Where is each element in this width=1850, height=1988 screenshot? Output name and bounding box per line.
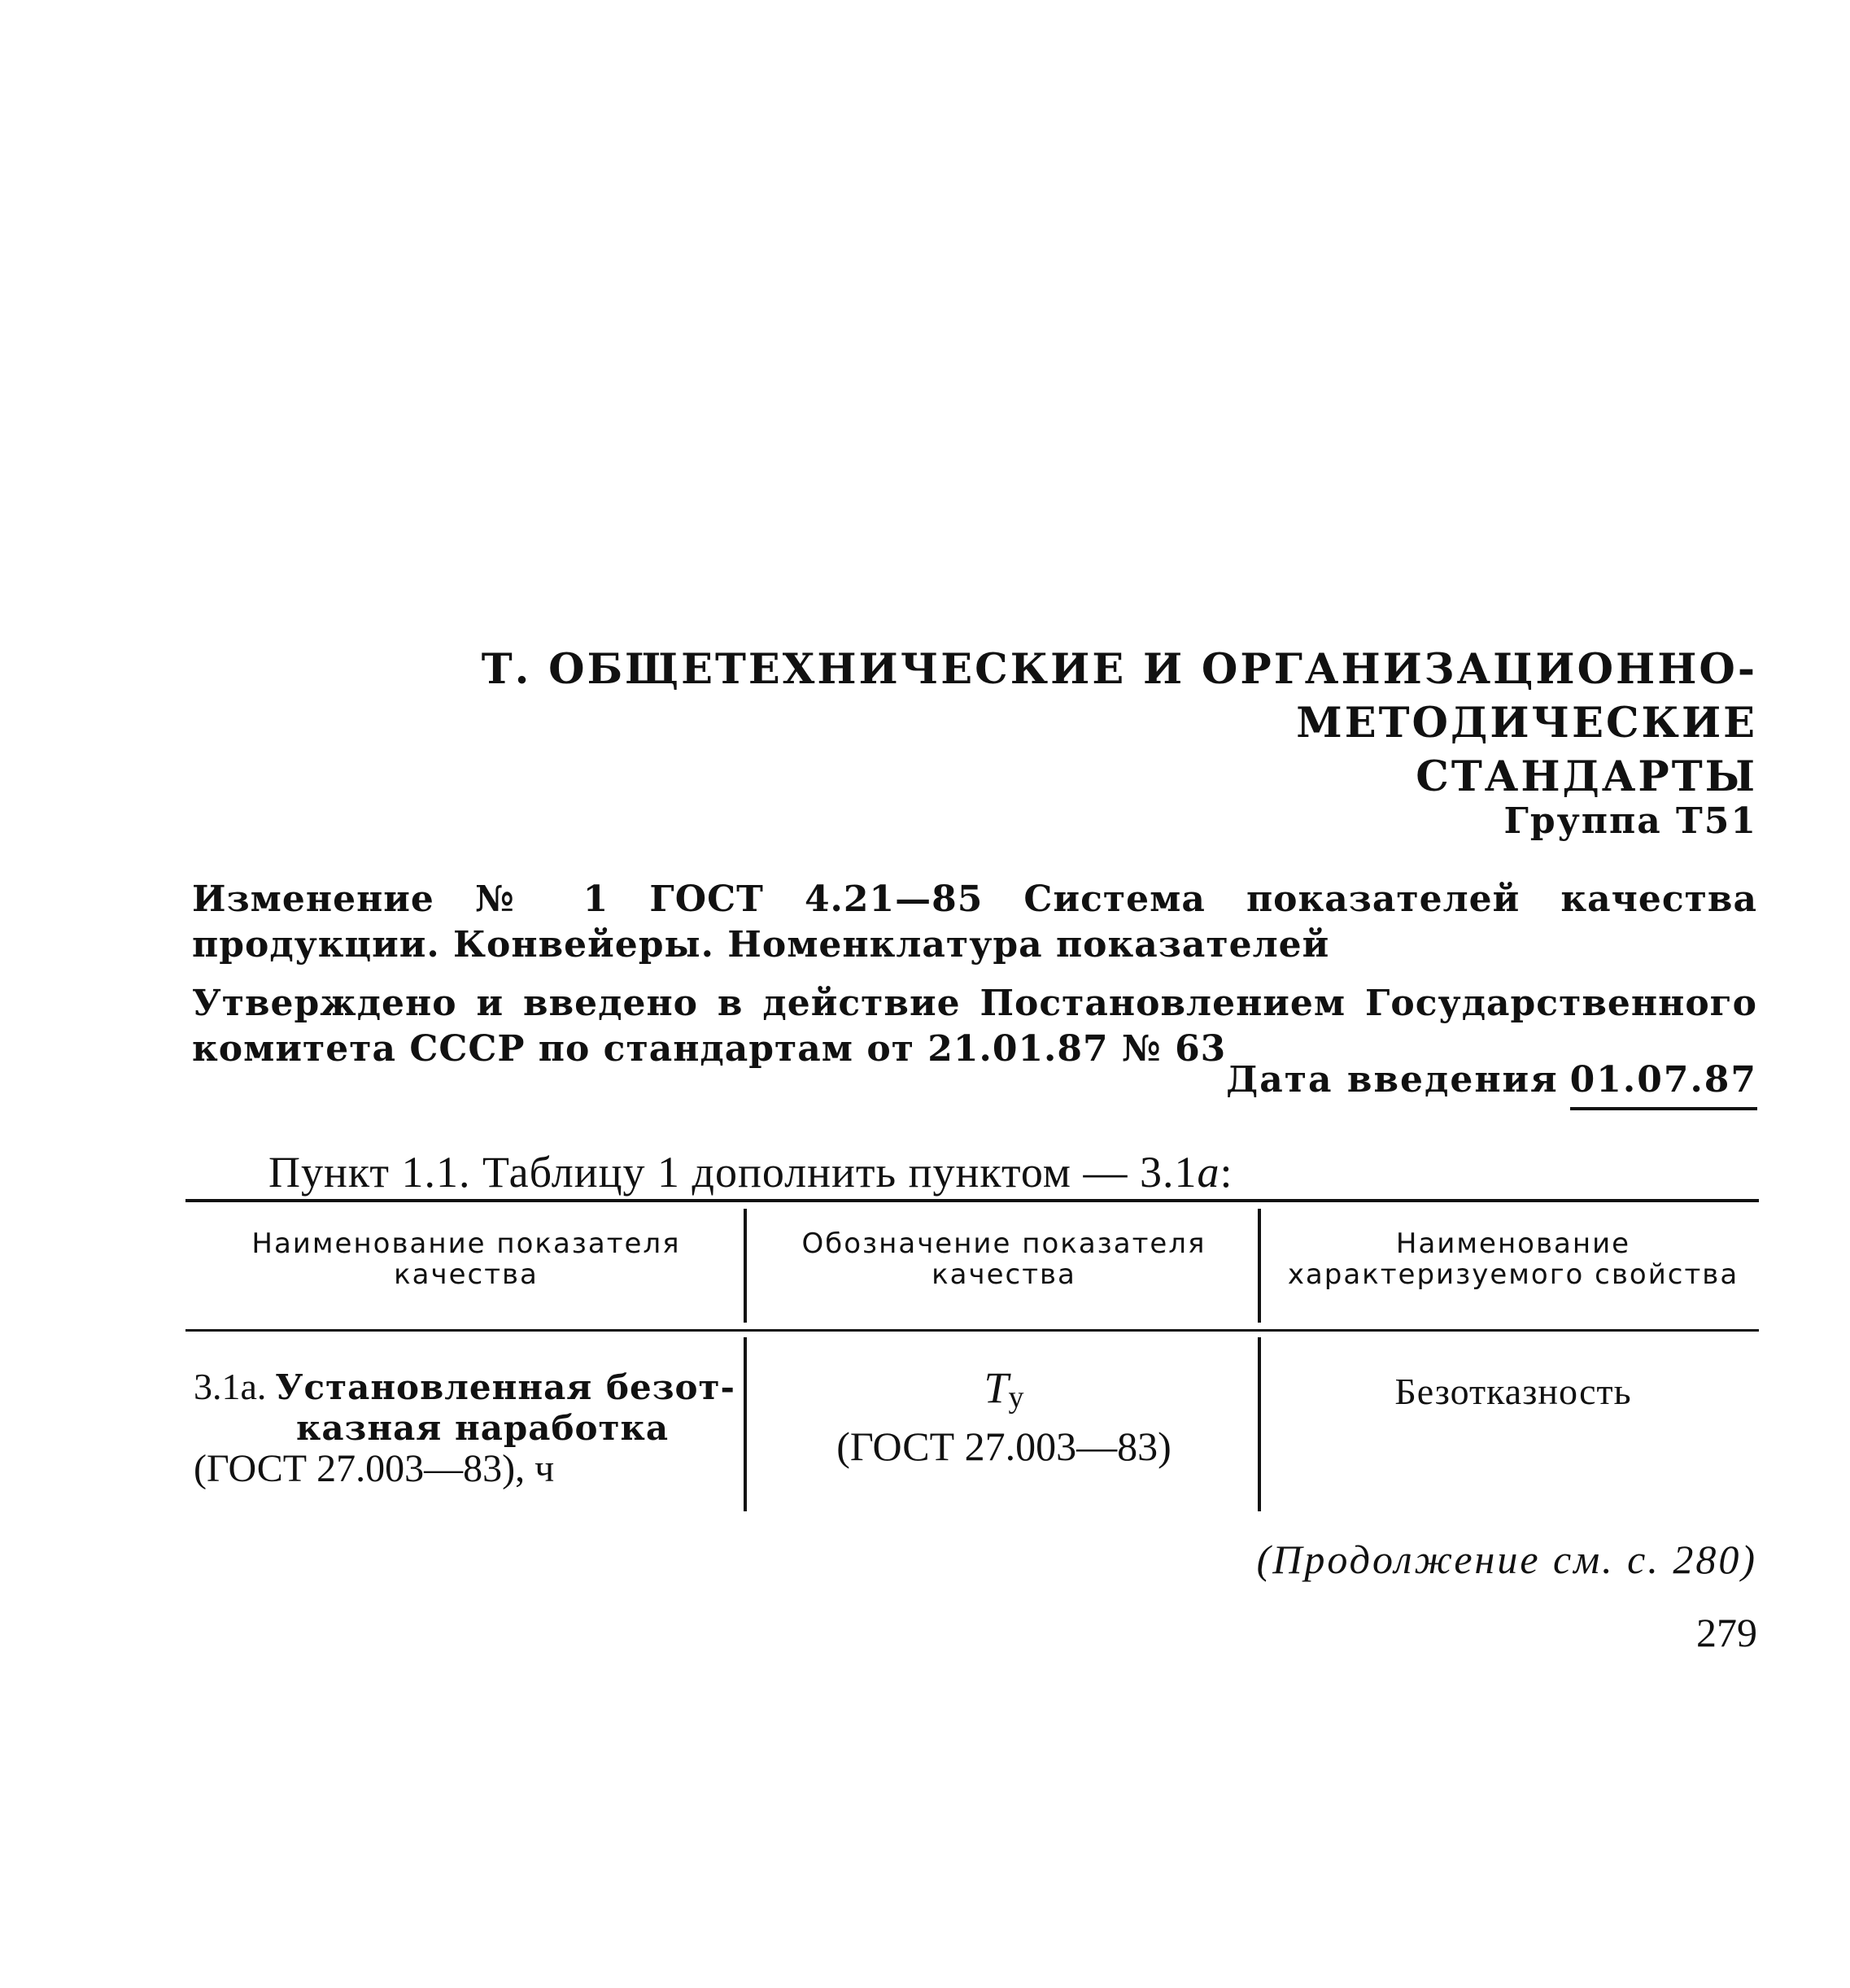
instruction-colon: : bbox=[1220, 1148, 1233, 1197]
continuation-note: (Продолжение см. с. 280) bbox=[1256, 1537, 1757, 1582]
table-header-indicator-name: Наименование показателя качества bbox=[251, 1227, 681, 1291]
table-cell-symbol bbox=[755, 1363, 1253, 1471]
term-part2: безот- bbox=[605, 1367, 735, 1407]
table-header-indicator-symbol: Обозначение показателя качества bbox=[801, 1227, 1206, 1291]
effective-date-label: Дата введения bbox=[1226, 1059, 1559, 1101]
approval-statement: Утверждено и введено в действие Постановлением Государственного комитета СССР по стандартам от 21.01.87 № 63 bbox=[192, 983, 1757, 1070]
indicator-line1 bbox=[194, 1367, 735, 1408]
section-title-line2: СТАНДАРТЫ bbox=[1416, 752, 1757, 801]
section-title bbox=[382, 643, 1757, 804]
column-divider bbox=[744, 1209, 747, 1323]
indicator-reference: (ГОСТ 27.003—83), ч bbox=[194, 1447, 555, 1490]
column-divider bbox=[1258, 1209, 1261, 1323]
effective-date bbox=[1226, 1059, 1757, 1110]
change-title: Изменение № 1 ГОСТ 4.21—85 Система показателей качества продукции. Конвейеры. Номенклатура показателей bbox=[192, 878, 1757, 966]
symbol-letter: T bbox=[984, 1363, 1009, 1412]
table-header-property-name: Наименование характеризуемого свойства bbox=[1287, 1227, 1739, 1291]
effective-date-value: 01.07.87 bbox=[1570, 1059, 1757, 1110]
page-number: 279 bbox=[1696, 1610, 1757, 1655]
symbol-reference: (ГОСТ 27.003—83) bbox=[836, 1423, 1172, 1469]
instruction-main: Пункт 1.1. Таблицу 1 дополнить пунктом — 3.1 bbox=[268, 1148, 1198, 1197]
column-divider bbox=[744, 1337, 747, 1511]
instruction-italic-suffix: а bbox=[1197, 1148, 1220, 1197]
table-header-rule bbox=[185, 1329, 1759, 1332]
symbol-subscript: у bbox=[1008, 1380, 1024, 1415]
section-title-line1: Т. ОБЩЕТЕХНИЧЕСКИЕ И ОРГАНИЗАЦИОННО-МЕТОДИЧЕСКИЕ bbox=[481, 645, 1757, 748]
column-divider bbox=[1258, 1337, 1261, 1511]
table-top-rule bbox=[185, 1199, 1759, 1202]
indicator-symbol bbox=[755, 1363, 1253, 1422]
item-number: 3.1а. bbox=[194, 1366, 267, 1407]
group-code: Группа Т51 bbox=[1503, 800, 1757, 842]
term-part3: казная наработка bbox=[296, 1408, 670, 1448]
instruction-text bbox=[268, 1147, 1233, 1197]
table-cell-property: Безотказность bbox=[1394, 1371, 1632, 1412]
term-part1: Установленная bbox=[275, 1367, 593, 1407]
table-cell-indicator bbox=[194, 1367, 735, 1489]
